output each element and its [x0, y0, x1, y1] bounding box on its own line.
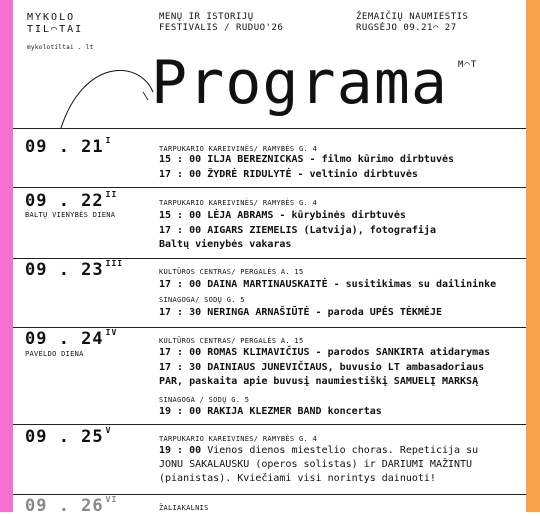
- divider: [13, 258, 526, 259]
- divider: [13, 128, 526, 129]
- day-subtitle: PAVELDO DIENA: [25, 350, 84, 358]
- event: 15 : 00 LĖJA ABRAMS - kūrybinės dirbtuvės: [159, 210, 406, 221]
- venue-label: KULTŪROS CENTRAS/ PERGALĖS A. 15: [159, 337, 304, 345]
- venue-label: KULTŪROS CENTRAS/ PERGALĖS A. 15: [159, 268, 304, 276]
- venue-label: TARPUKARIO KAREIVINĖS/ RAMYBĖS G. 4: [159, 199, 318, 207]
- day-date: 09 . 23 $^{III}$: [25, 259, 124, 280]
- venue-label: SINAGOGA/ SODŲ G. 5: [159, 296, 245, 304]
- day-date: 09 . 21 $^I$: [25, 136, 112, 157]
- divider: [13, 187, 526, 188]
- event: 19 : 00 RAKIJA KLEZMER BAND koncertas: [159, 406, 382, 417]
- event: 17 : 00 DAINA MARTINAUSKAITĖ - susitikimas su dailininke: [159, 279, 497, 290]
- divider: [13, 494, 526, 495]
- event: 17 : 00 AIGARS ZIEMELIS (Latvija), fotografija Baltų vienybės vakaras: [159, 225, 436, 250]
- venue-label: SINAGOGA / SODŲ G. 5: [159, 396, 250, 404]
- venue-label: TARPUKARIO KAREIVINĖS/ RAMYBĖS G. 4: [159, 435, 318, 443]
- day-date: 09 . 25 $^V$: [25, 426, 112, 447]
- page-title: Programa: [151, 48, 448, 118]
- left-color-band: [0, 0, 13, 512]
- event: 17 : 00 ROMAS KLIMAVIČIUS - parodos SANKIRTA atidarymas: [159, 347, 491, 358]
- place-line-1: ŽEMAIČIŲ NAUMIESTIS: [356, 12, 469, 22]
- day-subtitle: BALTŲ VIENYBĖS DIENA: [25, 211, 116, 219]
- festival-line-2: FESTIVALIS / RUDUO'26: [159, 23, 284, 33]
- event: 17 : 00 ŽYDRĖ RIDULYTĖ - veltinio dirbtuvės: [159, 169, 418, 180]
- event: 17 : 30 DAINIAUS JUNEVIČIAUS, buvusio LT ambasadoriaus PAR, paskaita apie buvusį naumiestiškį SAMUELĮ MARKSĄ: [159, 362, 485, 387]
- logo-line-1: MYKOLO: [27, 12, 76, 23]
- right-color-band: [526, 0, 540, 512]
- venue-label: TARPUKARIO KAREIVINĖS/ RAMYBĖS G. 4: [159, 145, 318, 153]
- program-page: [13, 0, 526, 516]
- place-line-2: RUGSĖJO 09.21⌒ 27: [356, 23, 457, 33]
- divider: [13, 327, 526, 328]
- logo-url[interactable]: mykolotiltai . lt: [27, 44, 94, 51]
- day-date: 09 . 24 $^{IV}$: [25, 328, 118, 349]
- event: 17 : 30 NERINGA ARNAŠIŪTĖ - paroda UPĖS TĖKMĖJE: [159, 307, 442, 318]
- festival-line-1: MENŲ IR ISTORIJŲ: [159, 12, 254, 22]
- logo-line-2: TIL⌒TAI: [27, 24, 84, 35]
- day-date: 09 . 22 $^{II}$: [25, 190, 118, 211]
- venue-label: ŽALIAKALNIS: [159, 504, 209, 512]
- divider: [13, 424, 526, 425]
- event: 19 : 00 Vienos dienos miestelio choras. Repeticija su JONU SAKALAUSKU (operos solistas) ir DARIUMI MAŽINTU (pianistas). Kviečiami visi norintys dainuoti!: [159, 445, 479, 484]
- day-date: 09 . 26 $^{VI}$: [25, 495, 118, 516]
- event: 15 : 00 ILJA BEREZNICKAS - filmo kūrimo dirbtuvės: [159, 154, 455, 165]
- title-mark: M⌒T: [458, 60, 478, 70]
